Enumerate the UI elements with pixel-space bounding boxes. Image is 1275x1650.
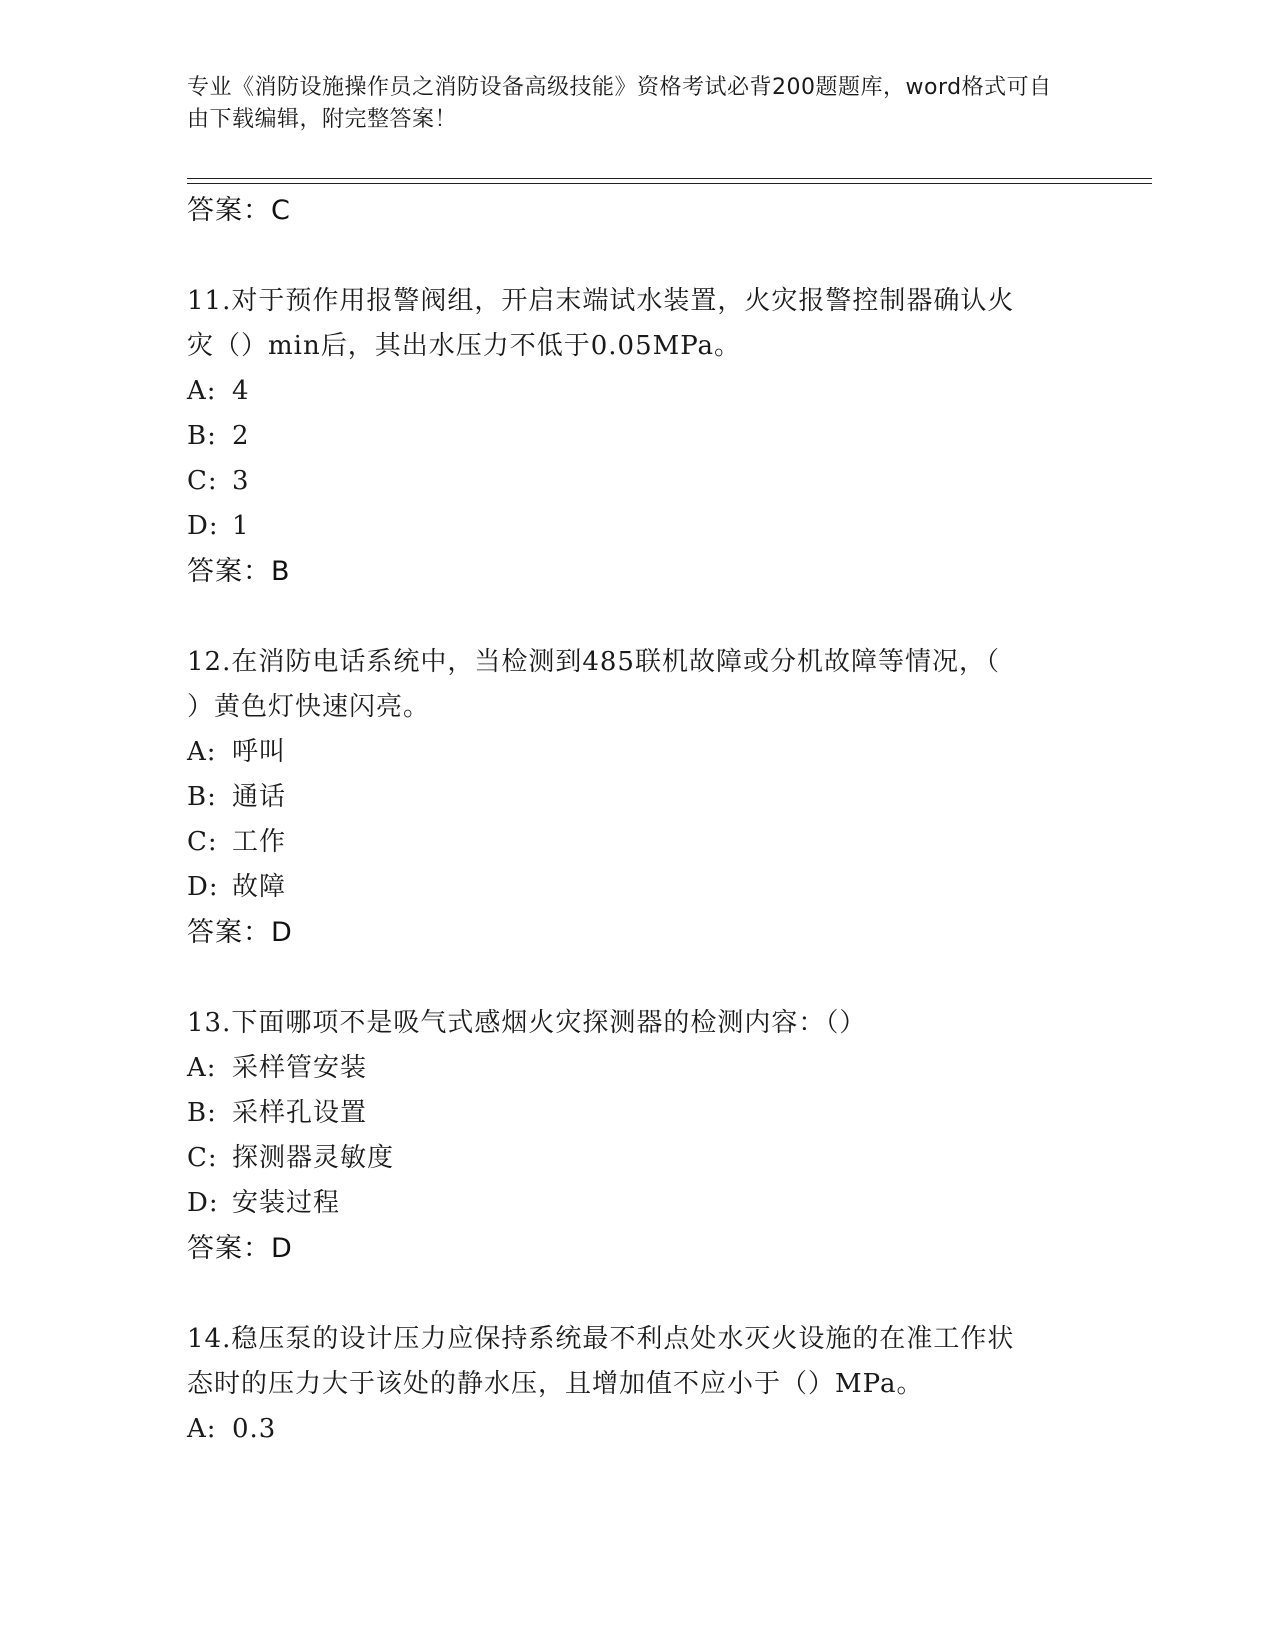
option-text: 呼叫 [232,737,287,767]
header-divider-line-2 [187,183,1152,184]
option-text: 探测器灵敏度 [232,1143,395,1173]
option-text: 4 [232,376,250,406]
answer-option [187,730,1087,775]
option-letter: D: [187,872,219,902]
answer-option [187,1181,1087,1226]
answer-option [187,1046,1087,1091]
option-letter: B: [187,421,217,451]
option-text: 安装过程 [232,1188,341,1218]
option-letter: B: [187,1098,217,1128]
correct-answer: 答案：B [187,556,291,587]
correct-answer: 答案：D [187,1233,293,1264]
option-letter: B: [187,782,217,812]
option-letter: A: [187,737,217,767]
question-block [187,1001,1087,1272]
question-block [187,279,1087,595]
option-letter: C: [187,827,218,857]
question-spacer [187,1272,1087,1317]
option-text: 1 [232,511,250,541]
option-letter: A: [187,1053,217,1083]
option-letter: C: [187,1143,218,1173]
question-stem-line: 11.对于预作用报警阀组，开启末端试水装置，火灾报警控制器确认火 [187,286,1015,316]
answer-option [187,414,1087,459]
correct-answer: 答案：D [187,917,293,948]
option-letter: C: [187,466,218,496]
answer-option [187,1091,1087,1136]
question-stem-line: 13.下面哪项不是吸气式感烟火灾探测器的检测内容：（） [187,1008,867,1038]
option-text: 工作 [232,827,287,857]
question-list [187,188,1087,1452]
question-block [187,1317,1087,1452]
option-text: 通话 [232,782,287,812]
answer-option [187,1136,1087,1181]
question-stem-line: 灾（）min后，其出水压力不低于0.05MPa。 [187,331,742,361]
header-divider-line [187,178,1152,179]
answer-option [187,1407,1087,1452]
option-letter: D: [187,1188,219,1218]
option-letter: D: [187,511,219,541]
question-stem-line: 14.稳压泵的设计压力应保持系统最不利点处水灭火设施的在准工作状 [187,1324,1015,1354]
question-block [187,640,1087,956]
question-stem-line: 态时的压力大于该处的静水压，且增加值不应小于（）MPa。 [187,1369,924,1399]
previous-answer: 答案：C [187,195,291,226]
option-text: 故障 [232,872,287,902]
option-text: 0.3 [232,1414,277,1444]
answer-option [187,775,1087,820]
question-spacer [187,956,1087,1001]
answer-option [187,865,1087,910]
option-text: 3 [232,466,250,496]
question-spacer [187,595,1087,640]
answer-option [187,459,1087,504]
option-text: 2 [232,421,250,451]
option-letter: A: [187,376,217,406]
option-text: 采样孔设置 [232,1098,368,1128]
answer-option [187,820,1087,865]
question-stem-line: 12.在消防电话系统中，当检测到485联机故障或分机故障等情况，（ [187,647,1000,677]
document-header: 专业《消防设施操作员之消防设备高级技能》资格考试必背200题题库，word格式可自由下载编辑，附完整答案！ [187,75,1052,132]
option-text: 采样管安装 [232,1053,368,1083]
question-stem-line: ）黄色灯快速闪亮。 [187,692,431,722]
answer-option [187,369,1087,414]
option-letter: A: [187,1414,217,1444]
question-spacer [187,234,1087,279]
answer-option [187,504,1087,549]
